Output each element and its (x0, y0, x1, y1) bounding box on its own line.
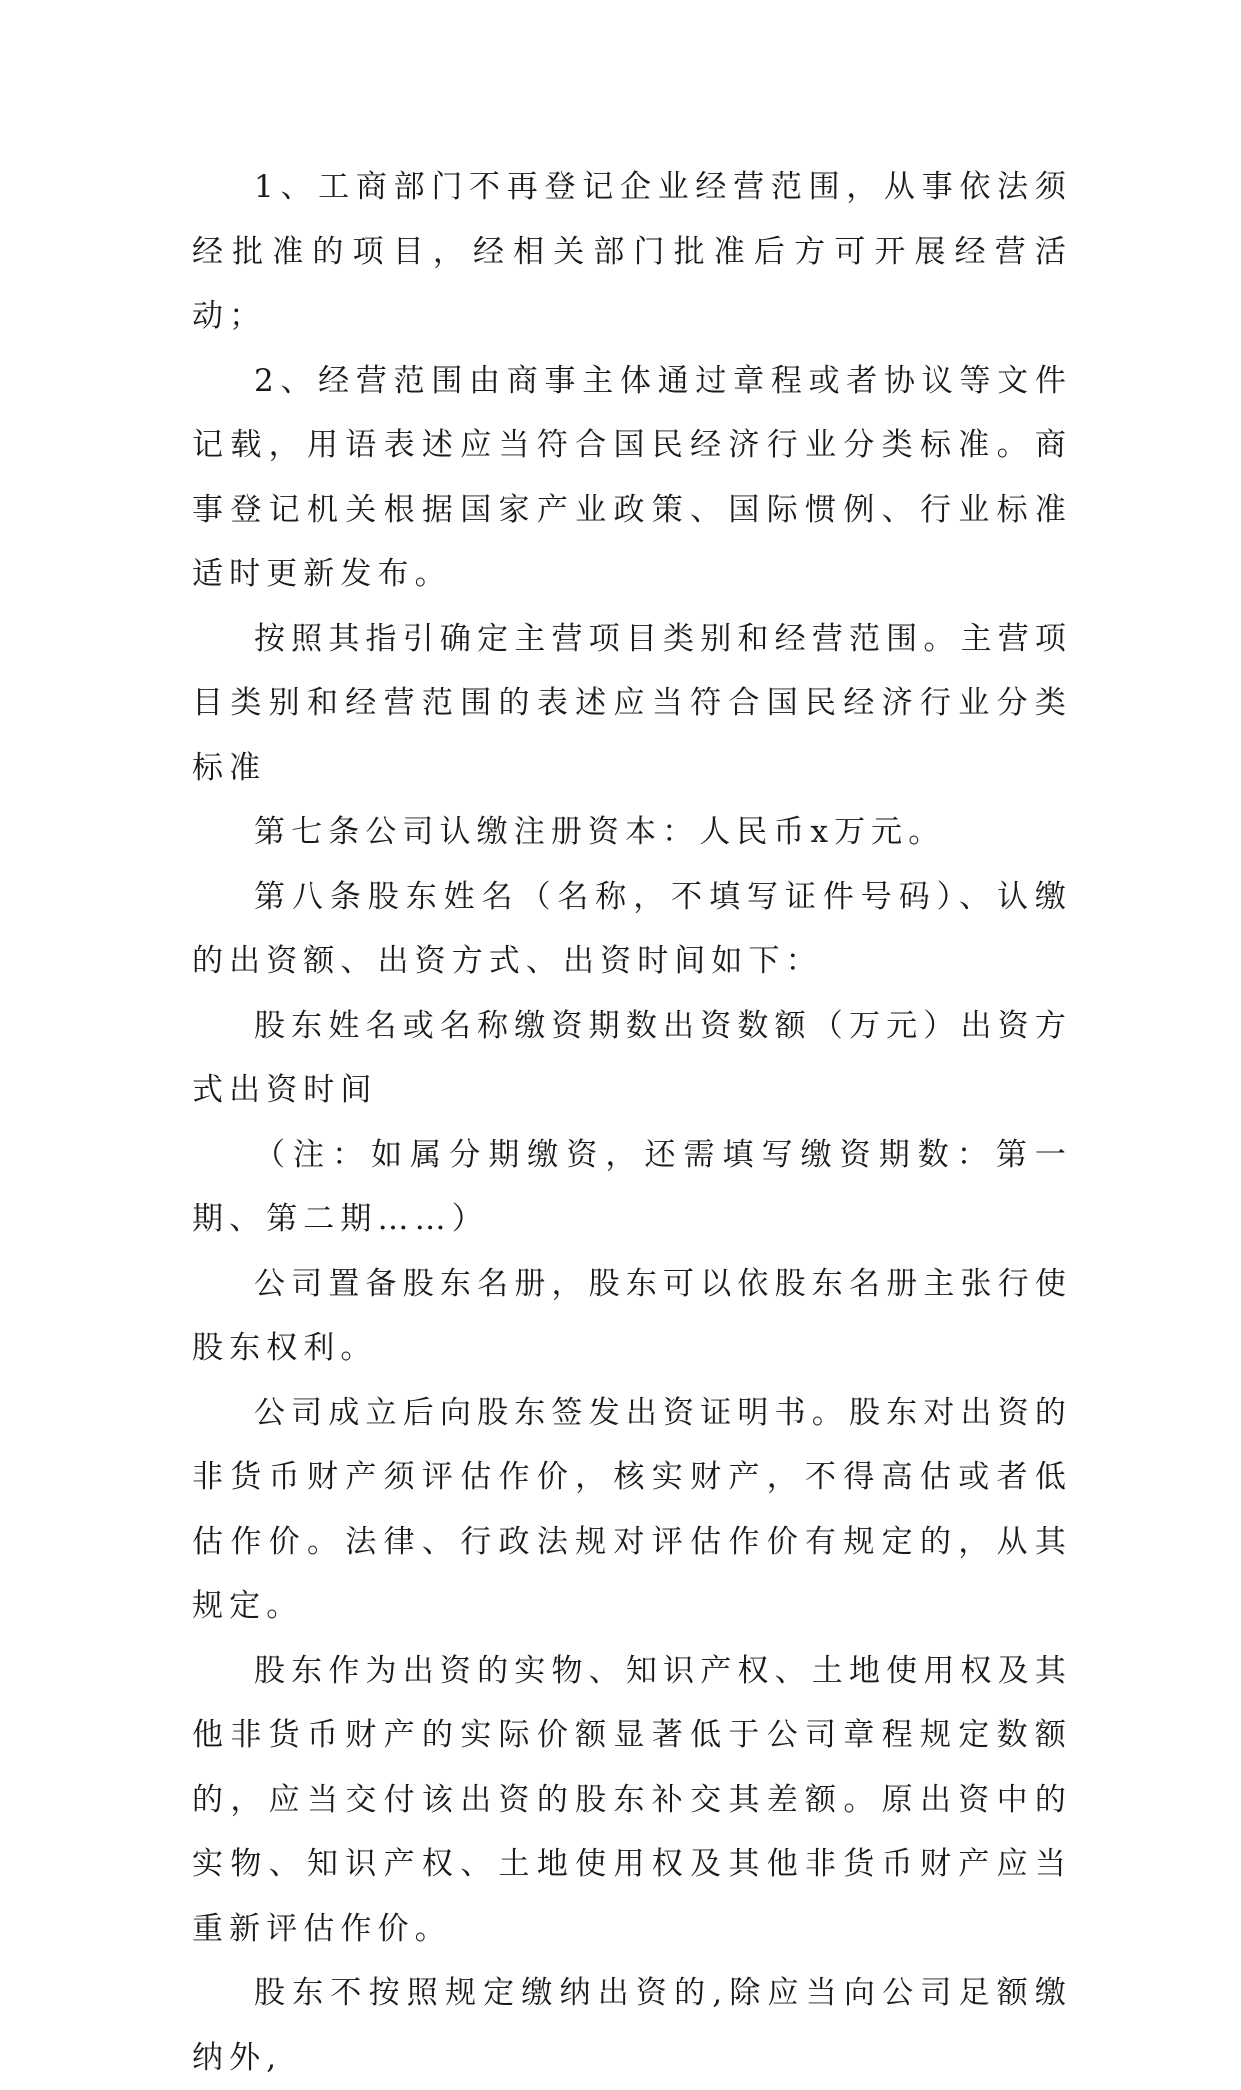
paragraph-capital-default: 股东不按照规定缴纳出资的,除应当向公司足额缴纳外, (192, 1975, 1072, 2076)
paragraph-shareholder-table-header: 股东姓名或名称缴资期数出资数额（万元）出资方式出资时间 (192, 1007, 1072, 1108)
paragraph-capital-certificate: 公司成立后向股东签发出资证明书。股东对出资的非货币财产须评估作价，核实财产，不得高估或者低估作价。法律、行政法规对评估作价有规定的，从其规定。 (192, 1394, 1072, 1624)
paragraph-business-scope-1: 1、工商部门不再登记企业经营范围，从事依法须经批准的项目，经相关部门批准后方可开展经营活动； (192, 169, 1072, 334)
document-body (192, 155, 1072, 2090)
paragraph-main-project-category: 按照其指引确定主营项目类别和经营范围。主营项目类别和经营范围的表述应当符合国民经济行业分类标准 (192, 620, 1072, 786)
paragraph-non-monetary-assets: 股东作为出资的实物、知识产权、土地使用权及其他非货币财产的实际价额显著低于公司章程规定数额的，应当交付该出资的股东补交其差额。原出资中的实物、知识产权、土地使用权及其他非货币财产应当重新评估作价。 (192, 1652, 1072, 1947)
paragraph-article-8: 第八条股东姓名（名称，不填写证件号码）、认缴的出资额、出资方式、出资时间如下： (192, 878, 1072, 979)
paragraph-shareholder-register: 公司置备股东名册，股东可以依股东名册主张行使股东权利。 (192, 1265, 1072, 1366)
paragraph-article-7: 第七条公司认缴注册资本：人民币x万元。 (254, 814, 946, 850)
paragraph-business-scope-2: 2、经营范围由商事主体通过章程或者协议等文件记载，用语表述应当符合国民经济行业分类标准。商事登记机关根据国家产业政策、国际惯例、行业标准适时更新发布。 (192, 362, 1072, 592)
paragraph-installment-note: （注：如属分期缴资，还需填写缴资期数：第一期、第二期……） (192, 1136, 1072, 1237)
